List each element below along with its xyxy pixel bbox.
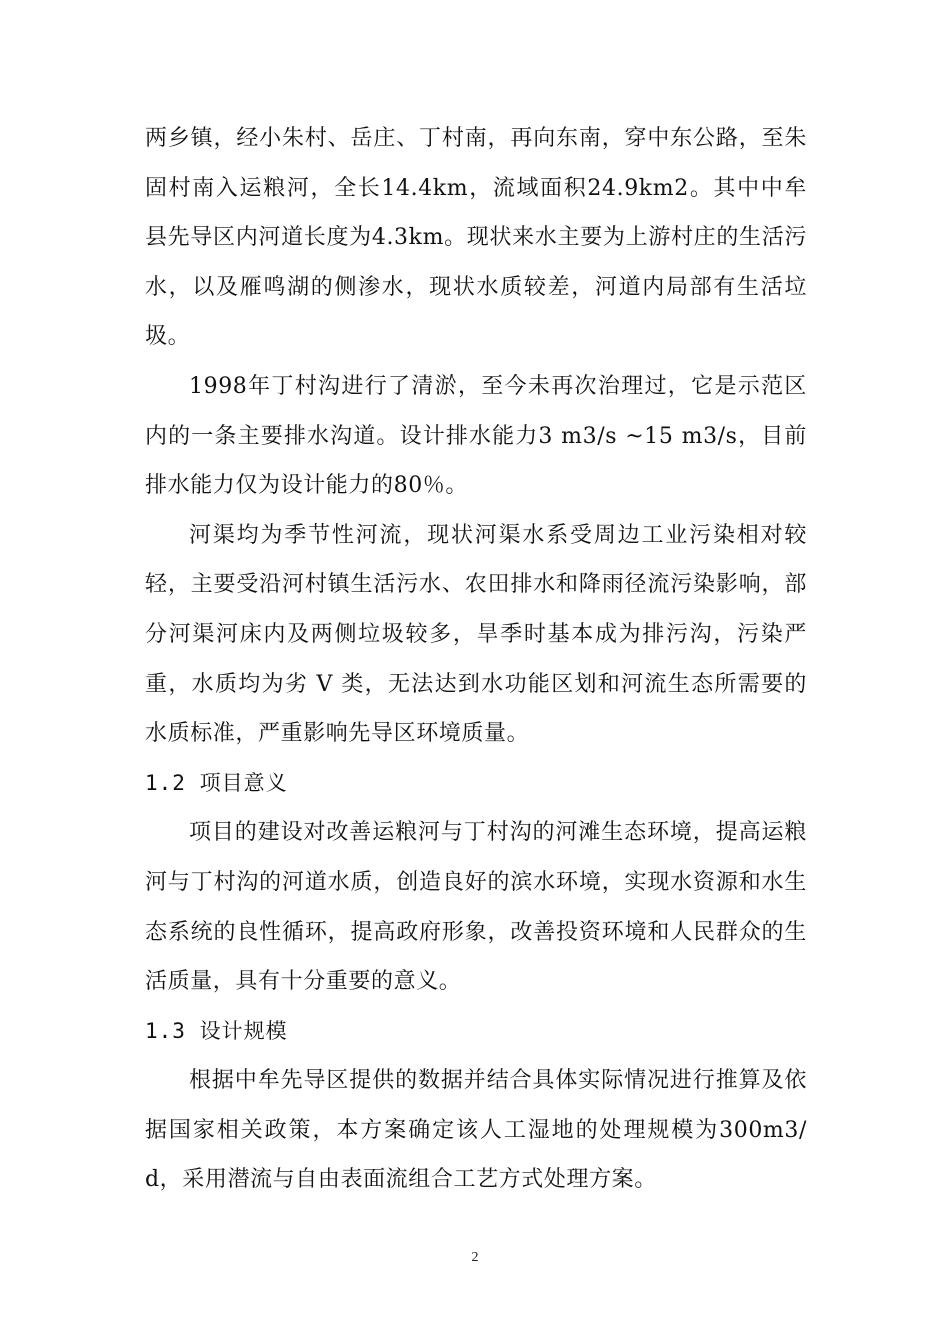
paragraph-design-scale: 根据中牟先导区提供的数据并结合具体实际情况进行推算及依据国家相关政策，本方案确定该人工湿地的处理规模为300m3/d，采用潜流与自由表面流组合工艺方式处理方案。 bbox=[145, 1068, 807, 1193]
section-heading-design-scale: 1.3 设计规模 bbox=[145, 1018, 288, 1043]
paragraph-project-significance: 项目的建设对改善运粮河与丁村沟的河滩生态环境，提高运粮河与丁村沟的河道水质，创造良好的滨水环境，实现水资源和水生态系统的良性循环，提高政府形象，改善投资环境和人民群众的生活质量，具有十分重要的意义。 bbox=[145, 820, 807, 995]
document-body bbox=[145, 114, 807, 1205]
section-heading-project-significance: 1.2 项目意义 bbox=[145, 770, 288, 795]
paragraph-pollution-status: 河渠均为季节性河流，现状河渠水系受周边工业污染相对较轻，主要受沿河村镇生活污水、农田排水和降雨径流污染影响，部分河渠河床内及两侧垃圾较多，旱季时基本成为排污沟，污染严重，水质均为劣 V 类，无法达到水功能区划和河流生态所需要的水质标准，严重影响先导区环境质量。 bbox=[145, 522, 807, 747]
paragraph-dredging-history: 1998年丁村沟进行了清淤，至今未再次治理过，它是示范区内的一条主要排水沟道。设计排水能力3 m3/s ~15 m3/s，目前排水能力仅为设计能力的80％。 bbox=[145, 373, 807, 499]
page-number: 2 bbox=[471, 1250, 479, 1265]
paragraph-river-overview: 两乡镇，经小朱村、岳庄、丁村南，再向东南，穿中东公路，至朱固村南入运粮河，全长14.4km，流域面积24.9km2。其中中牟县先导区内河道长度为4.3km。现状来水主要为上游村庄的生活污水，以及雁鸣湖的侧渗水，现状水质较差，河道内局部有生活垃圾。 bbox=[145, 126, 807, 350]
